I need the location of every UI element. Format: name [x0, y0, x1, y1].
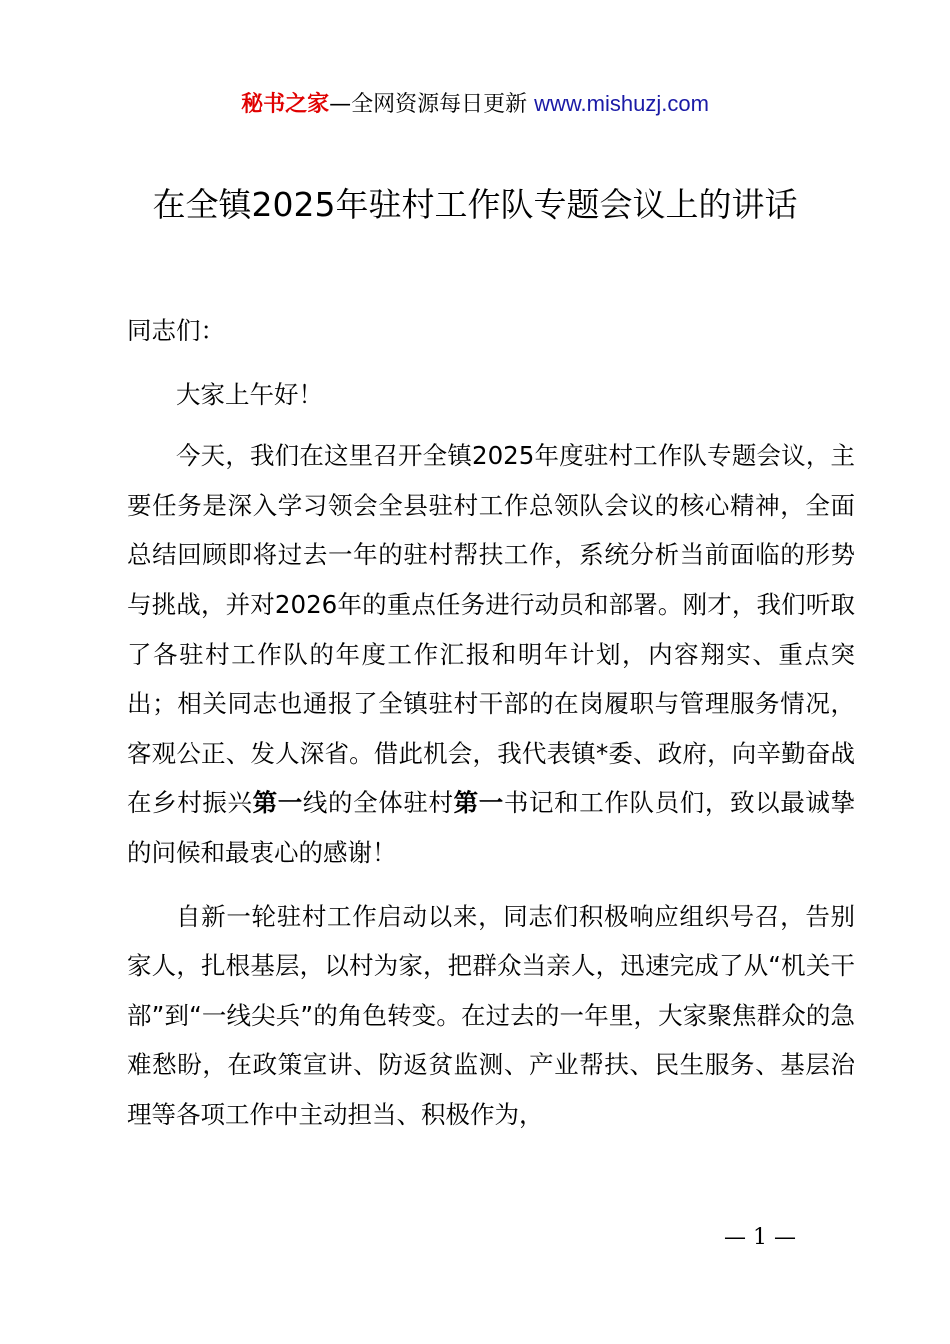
paragraph-2: 自新一轮驻村工作启动以来，同志们积极响应组织号召，告别家人，扎根基层，以村为家，把群众当亲人，迅速完成了从“机关干部”到“一线尖兵”的角色转变。在过去的一年里，大家聚焦群众的急难愁盼，在政策宣讲、防返贫监测、产业帮扶、民生服务、基层治理等各项工作中主动担当、积极作为， — [127, 901, 855, 1129]
paragraph-1-text-c: 书记和工作队员们，致以最诚挚的问候和最衷心的感谢！ — [127, 788, 855, 867]
document-title: 在全镇2025年驻村工作队专题会议上的讲话 — [152, 185, 798, 224]
site-banner — [0, 88, 950, 121]
paragraph-1-text-b: 线的全体驻村 — [302, 788, 454, 818]
bold-emphasis-2: 第一 — [453, 788, 504, 818]
greeting: 大家上午好！ — [176, 379, 323, 409]
site-url-link[interactable]: www.mishuzj.com — [534, 91, 709, 116]
banner-tagline: —全网资源每日更新 — [329, 92, 535, 117]
bold-emphasis-1: 第一 — [252, 788, 303, 818]
salutation: 同志们： — [127, 316, 225, 345]
page-number: — 1 — — [724, 1225, 796, 1250]
paragraph-1-text-a: 今天，我们在这里召开全镇2025年度驻村工作队专题会议，主要任务是深入学习领会全县驻村工作总领队会议的核心精神，全面总结回顾即将过去一年的驻村帮扶工作，系统分析当前面临的形势与挑战，并对2026年的重点任务进行动员和部署。刚才，我们听取了各驻村工作队的年度工作汇报和明年计划，内容翔实、重点突出；相关同志也通报了全镇驻村干部的在岗履职与管理服务情况，客观公正、发人深省。借此机会，我代表镇*委、政府，向辛勤奋战在乡村振兴 — [127, 441, 855, 818]
document-body — [127, 306, 855, 1154]
brand-name: 秘书之家 — [241, 92, 330, 117]
paragraph-1 — [127, 431, 855, 877]
